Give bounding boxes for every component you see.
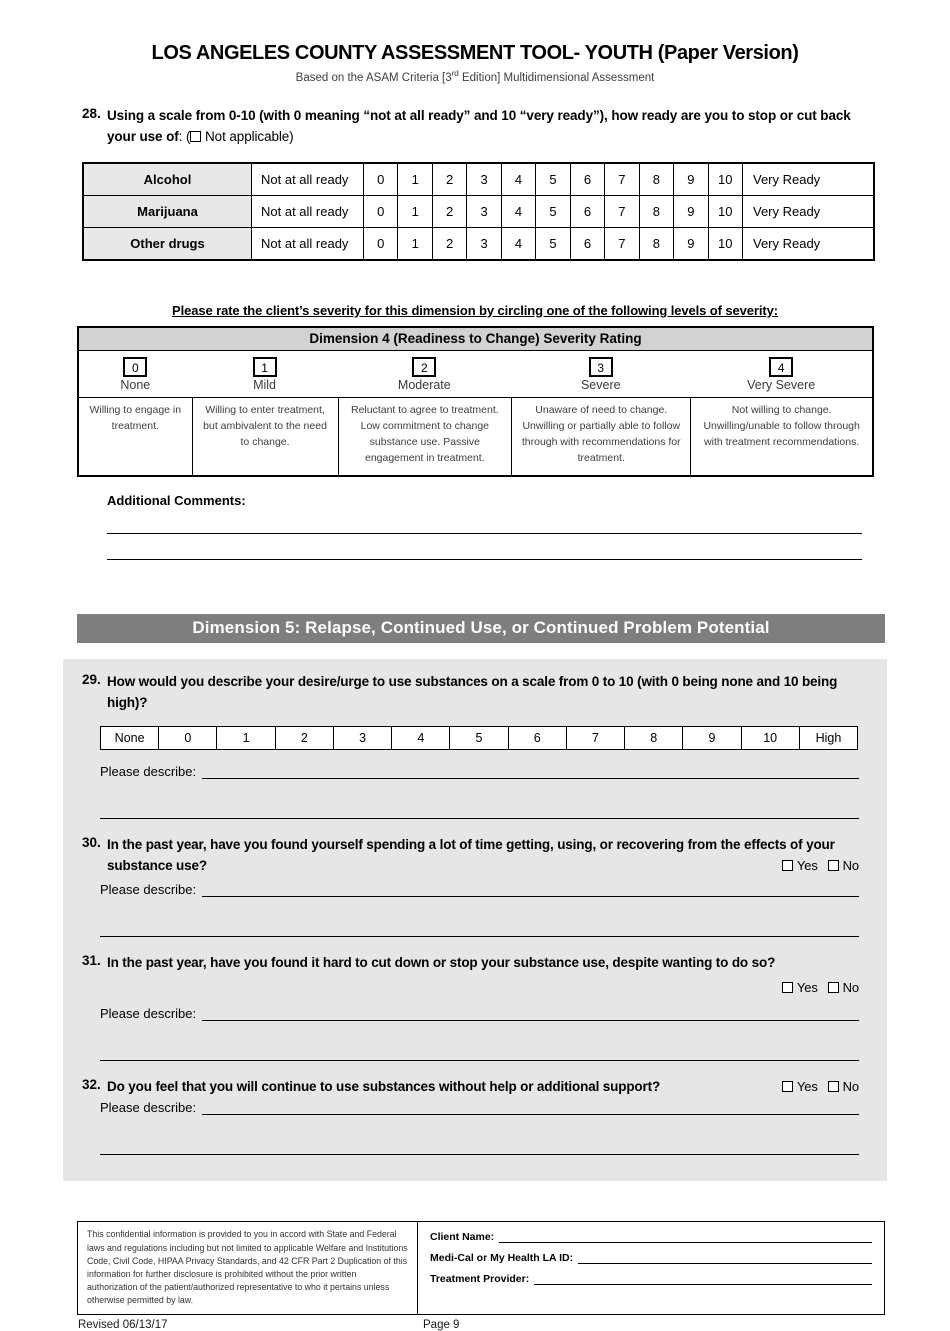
describe-write-line[interactable]: [100, 793, 859, 819]
severity-ratings-row: [79, 351, 872, 398]
severity-rating-option[interactable]: [690, 357, 872, 392]
readiness-scale-cell[interactable]: 4: [502, 196, 536, 227]
yes-label: Yes: [796, 857, 818, 873]
question-28-text: [107, 106, 885, 148]
describe-write-line[interactable]: [202, 1006, 859, 1021]
severity-rating-value-box[interactable]: 1: [253, 357, 277, 377]
scale-high-label: Very Ready: [752, 171, 821, 187]
urge-scale-table: [100, 726, 858, 750]
not-applicable-checkbox[interactable]: [190, 131, 201, 142]
question-30: [82, 835, 859, 877]
readiness-scale-cell[interactable]: 3: [467, 164, 501, 195]
readiness-scale-cell[interactable]: 1: [398, 196, 432, 227]
readiness-scale-cell[interactable]: 4: [502, 228, 536, 259]
question-30-yesno: [782, 856, 859, 876]
readiness-scale-cell[interactable]: 9: [674, 228, 708, 259]
not-applicable-label: [201, 129, 293, 144]
question-32-describe: [100, 1100, 859, 1115]
yes-checkbox[interactable]: [782, 860, 793, 871]
urge-scale-cell[interactable]: 7: [567, 727, 625, 749]
page-subtitle: [0, 69, 950, 84]
describe-write-line[interactable]: [202, 1100, 859, 1115]
scale-high-label: Very Ready: [752, 235, 821, 251]
please-describe-label: Please describe:: [100, 1006, 197, 1022]
severity-description-cell: Reluctant to agree to treatment. Low commitment to change substance use. Passive engagement in treatment.: [338, 398, 512, 475]
urge-scale-cell[interactable]: High: [815, 730, 842, 745]
client-info-write-line[interactable]: [499, 1231, 872, 1243]
urge-scale-cell[interactable]: 1: [217, 727, 275, 749]
urge-scale-cell[interactable]: 4: [392, 727, 450, 749]
urge-scale-cell[interactable]: 10: [742, 727, 800, 749]
severity-instruction: Please rate the client’s severity for this dimension by circling one of the following levels of severity:: [172, 302, 778, 318]
page-footer: [78, 1319, 885, 1331]
yes-checkbox[interactable]: [782, 982, 793, 993]
severity-rating-label: Very Severe: [747, 377, 816, 392]
question-32-line: Do you feel that you will continue to use substances without help or additional support?: [107, 1079, 661, 1095]
yes-checkbox[interactable]: [782, 1081, 793, 1092]
severity-table-header: Dimension 4 (Readiness to Change) Severity Rating: [79, 328, 872, 351]
readiness-scale-cell[interactable]: 6: [571, 164, 605, 195]
describe-write-line[interactable]: [202, 764, 859, 779]
severity-rating-label: Severe: [580, 377, 621, 392]
readiness-scale-cell[interactable]: 9: [674, 196, 708, 227]
urge-scale-cell[interactable]: 5: [450, 727, 508, 749]
readiness-row-alcohol: [84, 164, 873, 196]
scale-low-label: Not at all ready: [252, 196, 364, 227]
comments-write-line[interactable]: [107, 534, 862, 560]
urge-scale-cell[interactable]: 0: [159, 727, 217, 749]
question-29: [82, 672, 859, 714]
scale-high-label: Very Ready: [752, 203, 821, 219]
question-29-number: 29.: [82, 671, 101, 687]
readiness-scale-cell[interactable]: 7: [605, 164, 639, 195]
severity-rating-value-box[interactable]: 0: [123, 357, 147, 377]
please-describe-label: Please describe:: [100, 763, 197, 779]
readiness-scale-cell[interactable]: 3: [467, 196, 501, 227]
readiness-scale-cell[interactable]: 7: [605, 196, 639, 227]
not-applicable-label-text: Not applicable): [205, 128, 294, 144]
readiness-scale-cell[interactable]: 8: [640, 228, 674, 259]
readiness-scale-cell[interactable]: 8: [640, 196, 674, 227]
question-28-line1: Using a scale from 0-10 (with 0 meaning “not at all ready” and 10 “very ready”), how ready are you to stop or cut back: [107, 107, 851, 123]
readiness-scale-cell[interactable]: 5: [536, 196, 570, 227]
question-28: [82, 106, 885, 148]
readiness-scale-cell[interactable]: 6: [571, 196, 605, 227]
comments-write-line[interactable]: [107, 508, 862, 534]
please-describe-label: Please describe:: [100, 882, 197, 898]
describe-write-line[interactable]: [100, 1035, 859, 1061]
client-info-field-label: Treatment Provider:: [430, 1273, 530, 1286]
readiness-scale-cell[interactable]: 10: [709, 164, 743, 195]
no-label: No: [842, 980, 859, 996]
no-checkbox[interactable]: [828, 1081, 839, 1092]
severity-rating-option[interactable]: [79, 357, 192, 392]
readiness-scale-cell[interactable]: 2: [433, 164, 467, 195]
question-31-line: In the past year, have you found it hard to cut down or stop your substance use, despite wanting to do so?: [107, 955, 776, 971]
please-describe-label: Please describe:: [100, 1100, 197, 1116]
page-number: Page 9: [423, 1318, 460, 1331]
readiness-table: [82, 162, 875, 261]
readiness-scale-cell[interactable]: 0: [364, 164, 398, 195]
dimension5-question-section: [63, 659, 887, 1182]
describe-write-line[interactable]: [100, 1129, 859, 1155]
client-info-field: [430, 1252, 872, 1264]
scale-low-label: Not at all ready: [252, 164, 364, 195]
client-info-fields: [418, 1222, 884, 1313]
page-title: LOS ANGELES COUNTY ASSESSMENT TOOL- YOUTH (Paper Version): [151, 42, 799, 64]
question-28-line2-bold: your use of: [107, 128, 179, 144]
drug-label-cell: Marijuana: [84, 196, 252, 227]
question-30-line2: substance use?: [107, 857, 207, 873]
question-31-yesno: [782, 978, 859, 998]
describe-write-line[interactable]: [100, 911, 859, 937]
severity-rating-label: Mild: [253, 377, 276, 392]
question-29-line1: How would you describe your desire/urge to use substances on a scale from 0 to 10 (with 0 being none and 10 being: [107, 673, 838, 689]
severity-description-cell: Unaware of need to change. Unwilling or partially able to follow through with recommendations for treatment.: [511, 398, 690, 475]
client-info-write-line[interactable]: [578, 1252, 872, 1264]
readiness-scale-cell[interactable]: 2: [433, 228, 467, 259]
readiness-scale-cell[interactable]: 5: [536, 228, 570, 259]
urge-scale-cell[interactable]: 8: [625, 727, 683, 749]
severity-descriptions-row: [79, 398, 872, 475]
severity-description-cell: Not willing to change. Unwilling/unable to follow through with treatment recommendations.: [690, 398, 872, 475]
drug-label-cell: Other drugs: [84, 228, 252, 259]
question-30-text: [107, 835, 859, 877]
question-29-line2: high)?: [107, 694, 148, 710]
client-info-field: [430, 1273, 872, 1285]
yes-label: Yes: [796, 1079, 818, 1095]
question-30-line1: In the past year, have you found yourself spending a lot of time getting, using, or recovering from the effects of your: [107, 836, 835, 852]
severity-rating-label: Moderate: [397, 377, 451, 392]
severity-rating-option[interactable]: [511, 357, 690, 392]
question-32-yesno: [782, 1077, 859, 1097]
severity-table: [77, 326, 874, 477]
readiness-scale-cell[interactable]: 9: [674, 164, 708, 195]
question-32-number: 32.: [82, 1077, 101, 1093]
client-info-write-line[interactable]: [534, 1273, 872, 1285]
client-info-field-label: Client Name:: [430, 1231, 495, 1244]
question-29-describe: [100, 764, 859, 779]
confidentiality-notice: This confidential information is provided to you in accord with State and Federal laws and regulations including but not limited to applicable Welfare and Institutions Code, Civil Code, HIPAA Privacy Standards, and 42 CFR Part 2 Duplication of this information for further disclosure is prohibited without the prior written authorization of the patient/authorized representative to who it pertains unless otherwise permitted by law.: [78, 1222, 418, 1313]
urge-scale-cell[interactable]: 3: [334, 727, 392, 749]
dimension5-section-header: Dimension 5: Relapse, Continued Use, or Continued Problem Potential: [77, 614, 885, 643]
question-29-text: [107, 672, 859, 714]
urge-scale-cell[interactable]: 2: [276, 727, 334, 749]
question-31: [82, 953, 859, 998]
severity-rating-value-box[interactable]: 3: [589, 357, 613, 377]
question-28-line2-sep: : (: [178, 128, 191, 144]
severity-description-cell: Willing to enter treatment, but ambivalent to the need to change.: [192, 398, 338, 475]
additional-comments-section: [107, 493, 862, 560]
readiness-scale-cell[interactable]: 0: [364, 196, 398, 227]
readiness-scale-cell[interactable]: 2: [433, 196, 467, 227]
readiness-scale-cell[interactable]: 5: [536, 164, 570, 195]
question-32-text: [107, 1077, 859, 1098]
yes-label: Yes: [796, 980, 818, 996]
footer-box: [77, 1221, 885, 1314]
question-31-text: [107, 953, 859, 998]
subtitle-text: Based on the ASAM Criteria [3: [295, 71, 452, 84]
readiness-scale-cell[interactable]: 3: [467, 228, 501, 259]
question-31-number: 31.: [82, 953, 101, 969]
client-info-field-label: Medi-Cal or My Health LA ID:: [430, 1252, 574, 1265]
question-31-describe: [100, 1006, 859, 1021]
readiness-scale-cell[interactable]: 6: [571, 228, 605, 259]
no-label: No: [842, 857, 859, 873]
severity-description-cell: Willing to engage in treatment.: [89, 403, 182, 432]
no-checkbox[interactable]: [828, 982, 839, 993]
readiness-row-marijuana: [84, 196, 873, 228]
severity-rating-option[interactable]: [192, 357, 338, 392]
scale-low-label: Not at all ready: [252, 228, 364, 259]
urge-scale-cell[interactable]: None: [101, 727, 159, 749]
additional-comments-label: Additional Comments:: [107, 492, 246, 508]
readiness-scale-cell[interactable]: 4: [502, 164, 536, 195]
client-info-field: [430, 1231, 872, 1243]
severity-rating-option[interactable]: [338, 357, 512, 392]
question-30-describe: [100, 882, 859, 897]
question-30-number: 30.: [82, 834, 101, 850]
revised-date: Revised 06/13/17: [78, 1318, 168, 1331]
readiness-row-other-drugs: [84, 228, 873, 259]
describe-write-line[interactable]: [202, 882, 859, 897]
form-header: [0, 0, 950, 84]
question-28-number: 28.: [82, 105, 101, 121]
no-checkbox[interactable]: [828, 860, 839, 871]
drug-label-cell: Alcohol: [84, 164, 252, 195]
readiness-scale-cell[interactable]: 7: [605, 228, 639, 259]
readiness-scale-cell[interactable]: 10: [709, 228, 743, 259]
severity-rating-value-box[interactable]: 2: [412, 357, 436, 377]
readiness-scale-cell[interactable]: 0: [364, 228, 398, 259]
no-label: No: [842, 1079, 859, 1095]
subtitle-superscript: rd: [451, 69, 459, 78]
readiness-scale-cell[interactable]: 8: [640, 164, 674, 195]
urge-scale-cell[interactable]: 9: [683, 727, 741, 749]
severity-rating-value-box[interactable]: 4: [769, 357, 793, 377]
readiness-scale-cell[interactable]: 10: [709, 196, 743, 227]
readiness-scale-cell[interactable]: 1: [398, 164, 432, 195]
subtitle-text-after: Edition] Multidimensional Assessment: [458, 71, 655, 84]
question-32: [82, 1077, 859, 1098]
readiness-scale-cell[interactable]: 1: [398, 228, 432, 259]
severity-rating-label: None: [120, 377, 151, 392]
urge-scale-cell[interactable]: 6: [509, 727, 567, 749]
